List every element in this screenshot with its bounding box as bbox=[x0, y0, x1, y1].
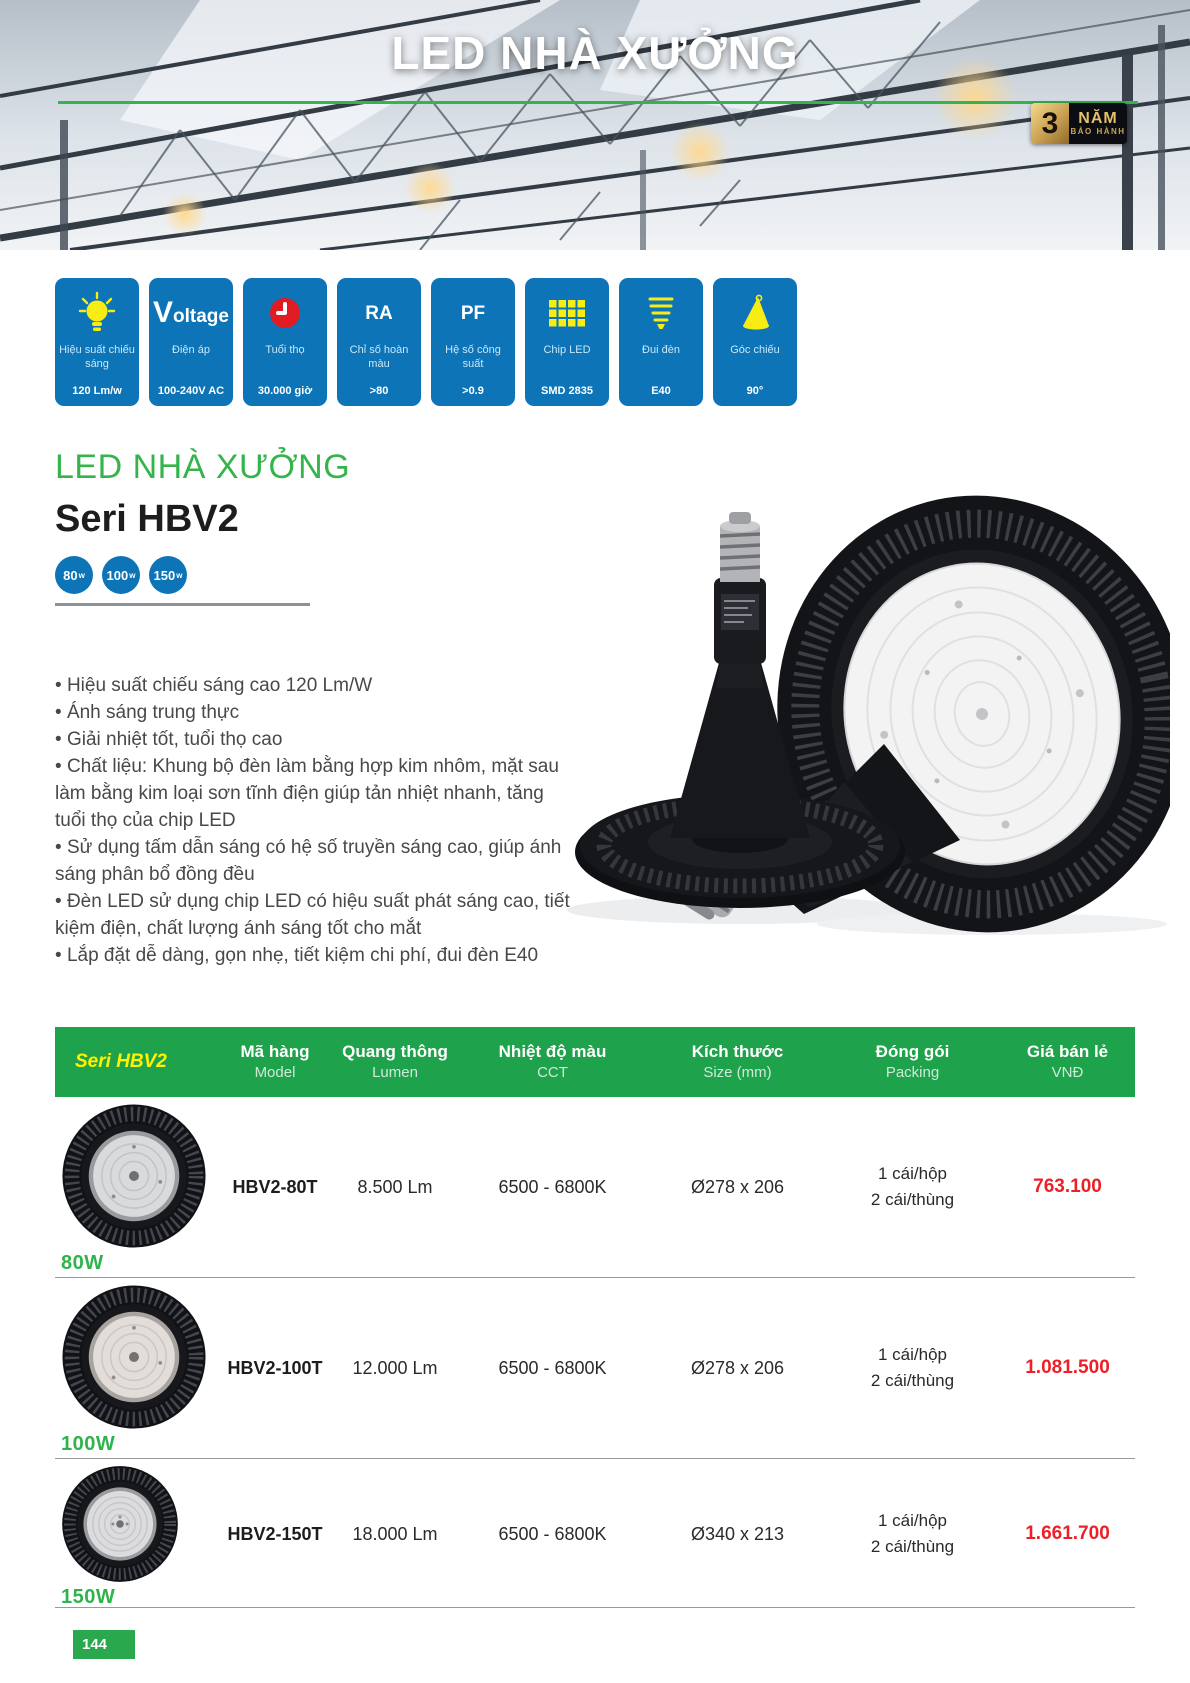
clock-icon bbox=[266, 287, 304, 339]
spec-cards-row bbox=[55, 278, 797, 406]
spec-card-lamp-base bbox=[619, 278, 703, 406]
product-category-title: LED NHÀ XƯỞNG bbox=[55, 448, 351, 486]
cell-cct: 6500 - 6800K bbox=[498, 1523, 607, 1544]
spec-label: Tuổi thọ bbox=[265, 344, 305, 356]
lamp-socket-icon bbox=[645, 287, 677, 339]
spec-value: 30.000 giờ bbox=[257, 385, 313, 397]
product-thumbnail-cell bbox=[55, 1278, 215, 1456]
spec-card-voltage bbox=[149, 278, 233, 406]
column-header-lumen: Quang thông Lumen bbox=[342, 1042, 448, 1082]
beam-angle-icon bbox=[736, 287, 774, 339]
voltage-icon: Voltage bbox=[153, 296, 229, 329]
cell-model: HBV2-100T bbox=[227, 1357, 323, 1378]
spec-value: 90° bbox=[746, 385, 764, 397]
watt-label: 150W bbox=[61, 1586, 116, 1608]
spec-label: Chỉ số hoàn màu bbox=[349, 344, 409, 371]
cell-size: Ø278 x 206 bbox=[690, 1176, 785, 1197]
watt-label: 80W bbox=[61, 1252, 104, 1274]
watt-badge-150w: 150 w bbox=[149, 556, 187, 594]
spec-value: 120 Lm/w bbox=[72, 385, 122, 397]
table-row-hbv2-150t bbox=[55, 1459, 1135, 1608]
feature-item: • Đèn LED sử dụng chip LED có hiệu suất phát sáng cao, tiết kiệm điện, chất lượng ánh sáng tốt cho mắt bbox=[55, 888, 573, 942]
spec-value: SMD 2835 bbox=[541, 385, 593, 397]
spec-value: >80 bbox=[369, 385, 389, 397]
cell-lumen: 12.000 Lm bbox=[352, 1357, 438, 1378]
page-number-badge: 144 bbox=[73, 1630, 135, 1659]
spec-value: E40 bbox=[651, 385, 671, 397]
column-header-packing: Đóng gói Packing bbox=[875, 1042, 950, 1082]
watt-label: 100W bbox=[61, 1433, 116, 1455]
table-row-hbv2-80t bbox=[55, 1097, 1135, 1278]
column-header-size: Kích thước Size (mm) bbox=[691, 1042, 784, 1082]
spec-value: >0.9 bbox=[462, 385, 484, 397]
lamp-photo-100w bbox=[61, 1284, 207, 1430]
spec-card-beam-angle bbox=[713, 278, 797, 406]
bulb-icon bbox=[77, 287, 117, 339]
cell-price: 1.081.500 bbox=[1025, 1357, 1110, 1378]
cell-model: HBV2-150T bbox=[227, 1523, 323, 1544]
cell-cct: 6500 - 6800K bbox=[498, 1357, 607, 1378]
watt-badge-100w: 100 w bbox=[102, 556, 140, 594]
lamp-photo-150w bbox=[61, 1465, 179, 1583]
spec-card-lifespan bbox=[243, 278, 327, 406]
column-header-model: Mã hàng Model bbox=[240, 1042, 310, 1082]
feature-item: • Ánh sáng trung thực bbox=[55, 699, 573, 726]
table-row-hbv2-100t bbox=[55, 1278, 1135, 1459]
cell-cct: 6500 - 6800K bbox=[498, 1176, 607, 1197]
pf-icon: PF bbox=[460, 302, 486, 324]
product-thumbnail-cell bbox=[55, 1097, 215, 1275]
cell-packing: 1 cái/hộp 2 cái/thùng bbox=[870, 1163, 955, 1209]
spec-label: Hiệu suất chiếu sáng bbox=[59, 344, 135, 371]
table-series-label: Seri HBV2 bbox=[75, 1051, 167, 1072]
spec-label: Điện áp bbox=[172, 344, 210, 356]
warranty-years: 3 bbox=[1031, 103, 1069, 144]
cell-size: Ø340 x 213 bbox=[690, 1523, 785, 1544]
product-thumbnail-cell bbox=[55, 1459, 215, 1609]
page-title: LED NHÀ XƯỞNG bbox=[391, 27, 799, 79]
warranty-label: BẢO HÀNH bbox=[1070, 127, 1126, 136]
hero-divider-line bbox=[58, 101, 1138, 104]
section-divider bbox=[55, 603, 310, 606]
cell-lumen: 8.500 Lm bbox=[357, 1176, 433, 1197]
cell-packing: 1 cái/hộp 2 cái/thùng bbox=[870, 1510, 955, 1556]
spec-label: Hệ số công suất bbox=[445, 344, 501, 371]
cell-model: HBV2-80T bbox=[232, 1176, 318, 1197]
highbay-lamps-photo bbox=[552, 452, 1170, 940]
column-header-price: Giá bán lẻ VNĐ bbox=[1026, 1042, 1109, 1082]
column-header-cct: Nhiệt độ màu CCT bbox=[498, 1042, 607, 1082]
spec-label: Góc chiếu bbox=[730, 344, 780, 356]
warranty-text-block bbox=[1069, 103, 1127, 144]
spec-label: Đui đèn bbox=[642, 344, 680, 356]
cell-size: Ø278 x 206 bbox=[690, 1357, 785, 1378]
led-chip-icon bbox=[549, 287, 585, 339]
feature-item: • Sử dụng tấm dẫn sáng có hệ số truyền sáng cao, giúp ánh sáng phân bổ đồng đều bbox=[55, 834, 573, 888]
cell-lumen: 18.000 Lm bbox=[352, 1523, 438, 1544]
warranty-badge bbox=[1031, 103, 1127, 144]
feature-item: • Giải nhiệt tốt, tuổi thọ cao bbox=[55, 726, 573, 753]
table-header bbox=[55, 1027, 1135, 1097]
ra-icon: RA bbox=[365, 302, 393, 324]
cell-price: 763.100 bbox=[1033, 1176, 1102, 1197]
spec-card-cri bbox=[337, 278, 421, 406]
cell-packing: 1 cái/hộp 2 cái/thùng bbox=[870, 1344, 955, 1390]
feature-item: • Lắp đặt dễ dàng, gọn nhẹ, tiết kiệm chi phí, đui đèn E40 bbox=[55, 942, 573, 969]
spec-label: Chip LED bbox=[543, 344, 591, 356]
wattage-badges bbox=[55, 556, 187, 594]
watt-badge-80w: 80 w bbox=[55, 556, 93, 594]
feature-item: • Hiệu suất chiếu sáng cao 120 Lm/W bbox=[55, 672, 573, 699]
warranty-unit-label: NĂM bbox=[1078, 110, 1118, 127]
spec-value: 100-240V AC bbox=[157, 385, 225, 397]
product-photo bbox=[552, 452, 1170, 940]
product-series-title: Seri HBV2 bbox=[55, 498, 239, 540]
feature-list bbox=[55, 672, 573, 969]
feature-item: • Chất liệu: Khung bộ đèn làm bằng hợp kim nhôm, mặt sau làm bằng kim loại sơn tĩnh điện giúp tản nhiệt nhanh, tăng tuổi thọ của chip LED bbox=[55, 753, 573, 834]
cell-price: 1.661.700 bbox=[1025, 1523, 1110, 1544]
hero-photo bbox=[0, 0, 1190, 250]
product-table bbox=[55, 1027, 1135, 1608]
spec-card-power-factor bbox=[431, 278, 515, 406]
spec-card-luminous-efficacy bbox=[55, 278, 139, 406]
lamp-photo-80w bbox=[61, 1103, 207, 1249]
spec-card-led-chip bbox=[525, 278, 609, 406]
